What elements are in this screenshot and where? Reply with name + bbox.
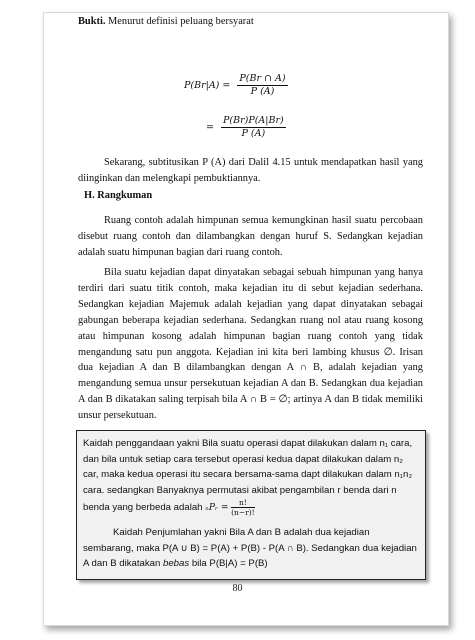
permutation-denominator: (n−r)! [231, 508, 255, 517]
equation-1-fraction [237, 73, 287, 98]
permutation-numerator: n! [231, 498, 255, 508]
summary-box [76, 430, 426, 580]
box-paragraph-2-end: bila P(B|A) = P(B) [189, 558, 268, 569]
box-paragraph-2 [83, 525, 419, 572]
permutation-symbol: ₙPᵣ = [205, 503, 229, 514]
equation-2-fraction [221, 115, 286, 140]
equation-1-numerator: P(Br ∩ A) [239, 73, 286, 84]
equation-1-lhs: P(Br|A) = [184, 80, 231, 91]
permutation-fraction [231, 498, 255, 517]
proof-intro [78, 14, 423, 30]
proof-label: Bukti. [78, 16, 106, 27]
proof-intro-text: Menurut definisi peluang bersyarat [108, 16, 254, 27]
box-paragraph-2-emphasis: bebas [163, 558, 190, 569]
summary-paragraph-1: Ruang contoh adalah himpunan semua kemungkinan hasil suatu percobaan disebut ruang contoh dan dilambangkan dengan huruf S. Sedangkan kejadian adalah suatu himpunan bagian dari ruang contoh. [78, 215, 423, 258]
box-paragraph-2-text: Kaidah Penjumlahan yakni Bila A dan B adalah dua kejadian sembarang, maka P(A ∪ B) = P(A) + P(B) - P(A ∩ B). Sedangkan dua kejadian A dan B dikatakan [83, 527, 417, 569]
equation-2-numerator: P(Br)P(A|Br) [223, 115, 284, 126]
box-paragraph-1 [83, 436, 419, 517]
equation-2-denominator: P (A) [241, 128, 266, 139]
summary-paragraph-2: Bila suatu kejadian dapat dinyatakan sebagai sebuah himpunan yang hanya terdiri dari suatu titik contoh, maka kejadian itu di sebut kejadian sederhana. Sedangkan kejadian Majemuk adalah kejadian yang dapat dinyatakan sebagai gabungan beberapa kejadian sederhana. Sedangkan ruang nol atau ruang kosong atau himpunan kosong adalah himpunan bagian ruang contoh yang tidak mengandung satu pun anggota. Kejadian ini kita beri lambing khusus ∅. Irisan dua kejadian A dan B dilambangkan dengan A ∩ B, adalah kejadian yang mengandung semua unsur persekutuan kejadian A dan B. Sedangkan dua kejadian A dan B dikatakan saling terpisah bila A ∩ B = ∅; artinya A dan B tidak memiliki unsur persekutuan. [78, 267, 423, 422]
equation-2-lhs: = [206, 122, 214, 133]
box-paragraph-1-text: Kaidah penggandaan yakni Bila suatu operasi dapat dilakukan dalam n₁ cara, dan bila untuk setiap cara tersebut operasi kedua dapat dilakukan dalam n₂ car, maka kedua operasi itu secara bersama-sama dapt dilakukan dalam n₁n₂ cara. sedangkan Banyaknya permutasi akibat pengambilan r benda dari n benda yang berbeda adalah [83, 438, 413, 514]
equation-1 [184, 73, 288, 98]
section-heading: H. Rangkuman [84, 190, 153, 201]
page-number: 80 [232, 583, 243, 594]
proof-closing: Sekarang, subtitusikan P (A) dari Dalil 4.15 untuk mendapatkan hasil yang diinginkan dan melengkapi pembuktiannya. [78, 157, 423, 184]
equation-2 [206, 115, 286, 140]
equation-1-denominator: P (A) [250, 86, 275, 97]
page-content [78, 14, 423, 30]
